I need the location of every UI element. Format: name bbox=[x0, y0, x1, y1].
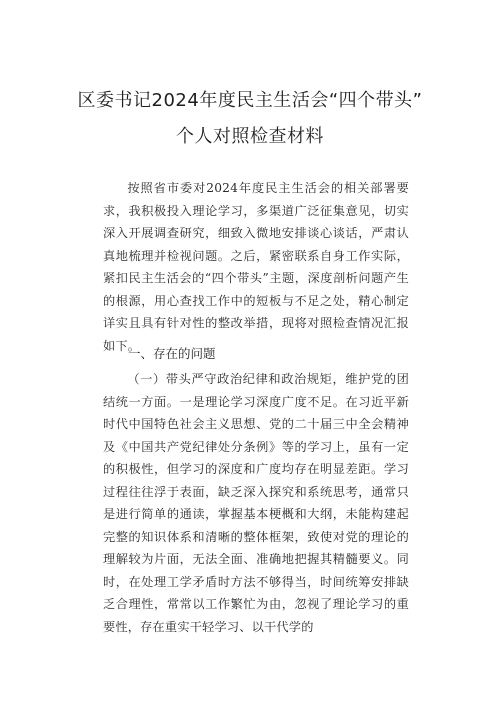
document-title-line2: 个人对照检查材料 bbox=[176, 126, 324, 147]
section1-paragraph: （一）带头严守政治纪律和政治规矩，维护党的团结统一方面。一是理论学习深度广度不足。在习近平新时代中国特色社会主义思想、党的二十届三中全会精神及《中国共产党纪律处分条例》等的学习上，虽有一定的积极性，但学习的深度和广度均存在明显差距。学习过程往往浮于表面，缺乏深入探究和系统思考，通常只是进行简单的通读，掌握基本梗概和大纲，未能构建起完整的知识体系和清晰的整体框架，致使对党的理论的理解较为片面，无法全面、准确地把握其精髓要义。同时，在处理工学矛盾时方法不够得当，时间统筹安排缺乏合理性，常常以工作繁忙为由，忽视了理论学习的重要性，存在重实干轻学习、以干代学的 bbox=[103, 372, 409, 634]
intro-paragraph: 按照省市委对2024年度民主生活会的相关部署要求，我积极投入理论学习，多渠道广泛征集意见，切实深入开展调查研究，细致入微地安排谈心谈话，严肃认真地梳理并检视问题。之后，紧密联系自身工作实际，紧扣民主生活会的“四个带头”主题，深度剖析问题产生的根源，用心查找工作中的短板与不足之处，精心制定详实且具有针对性的整改举措，现将对照检查情况汇报如下。 bbox=[103, 181, 409, 353]
document-title-line1: 区委书记2024年度民主生活会“四个带头” bbox=[77, 90, 423, 111]
section-heading-problems: 一、存在的问题 bbox=[128, 346, 216, 361]
